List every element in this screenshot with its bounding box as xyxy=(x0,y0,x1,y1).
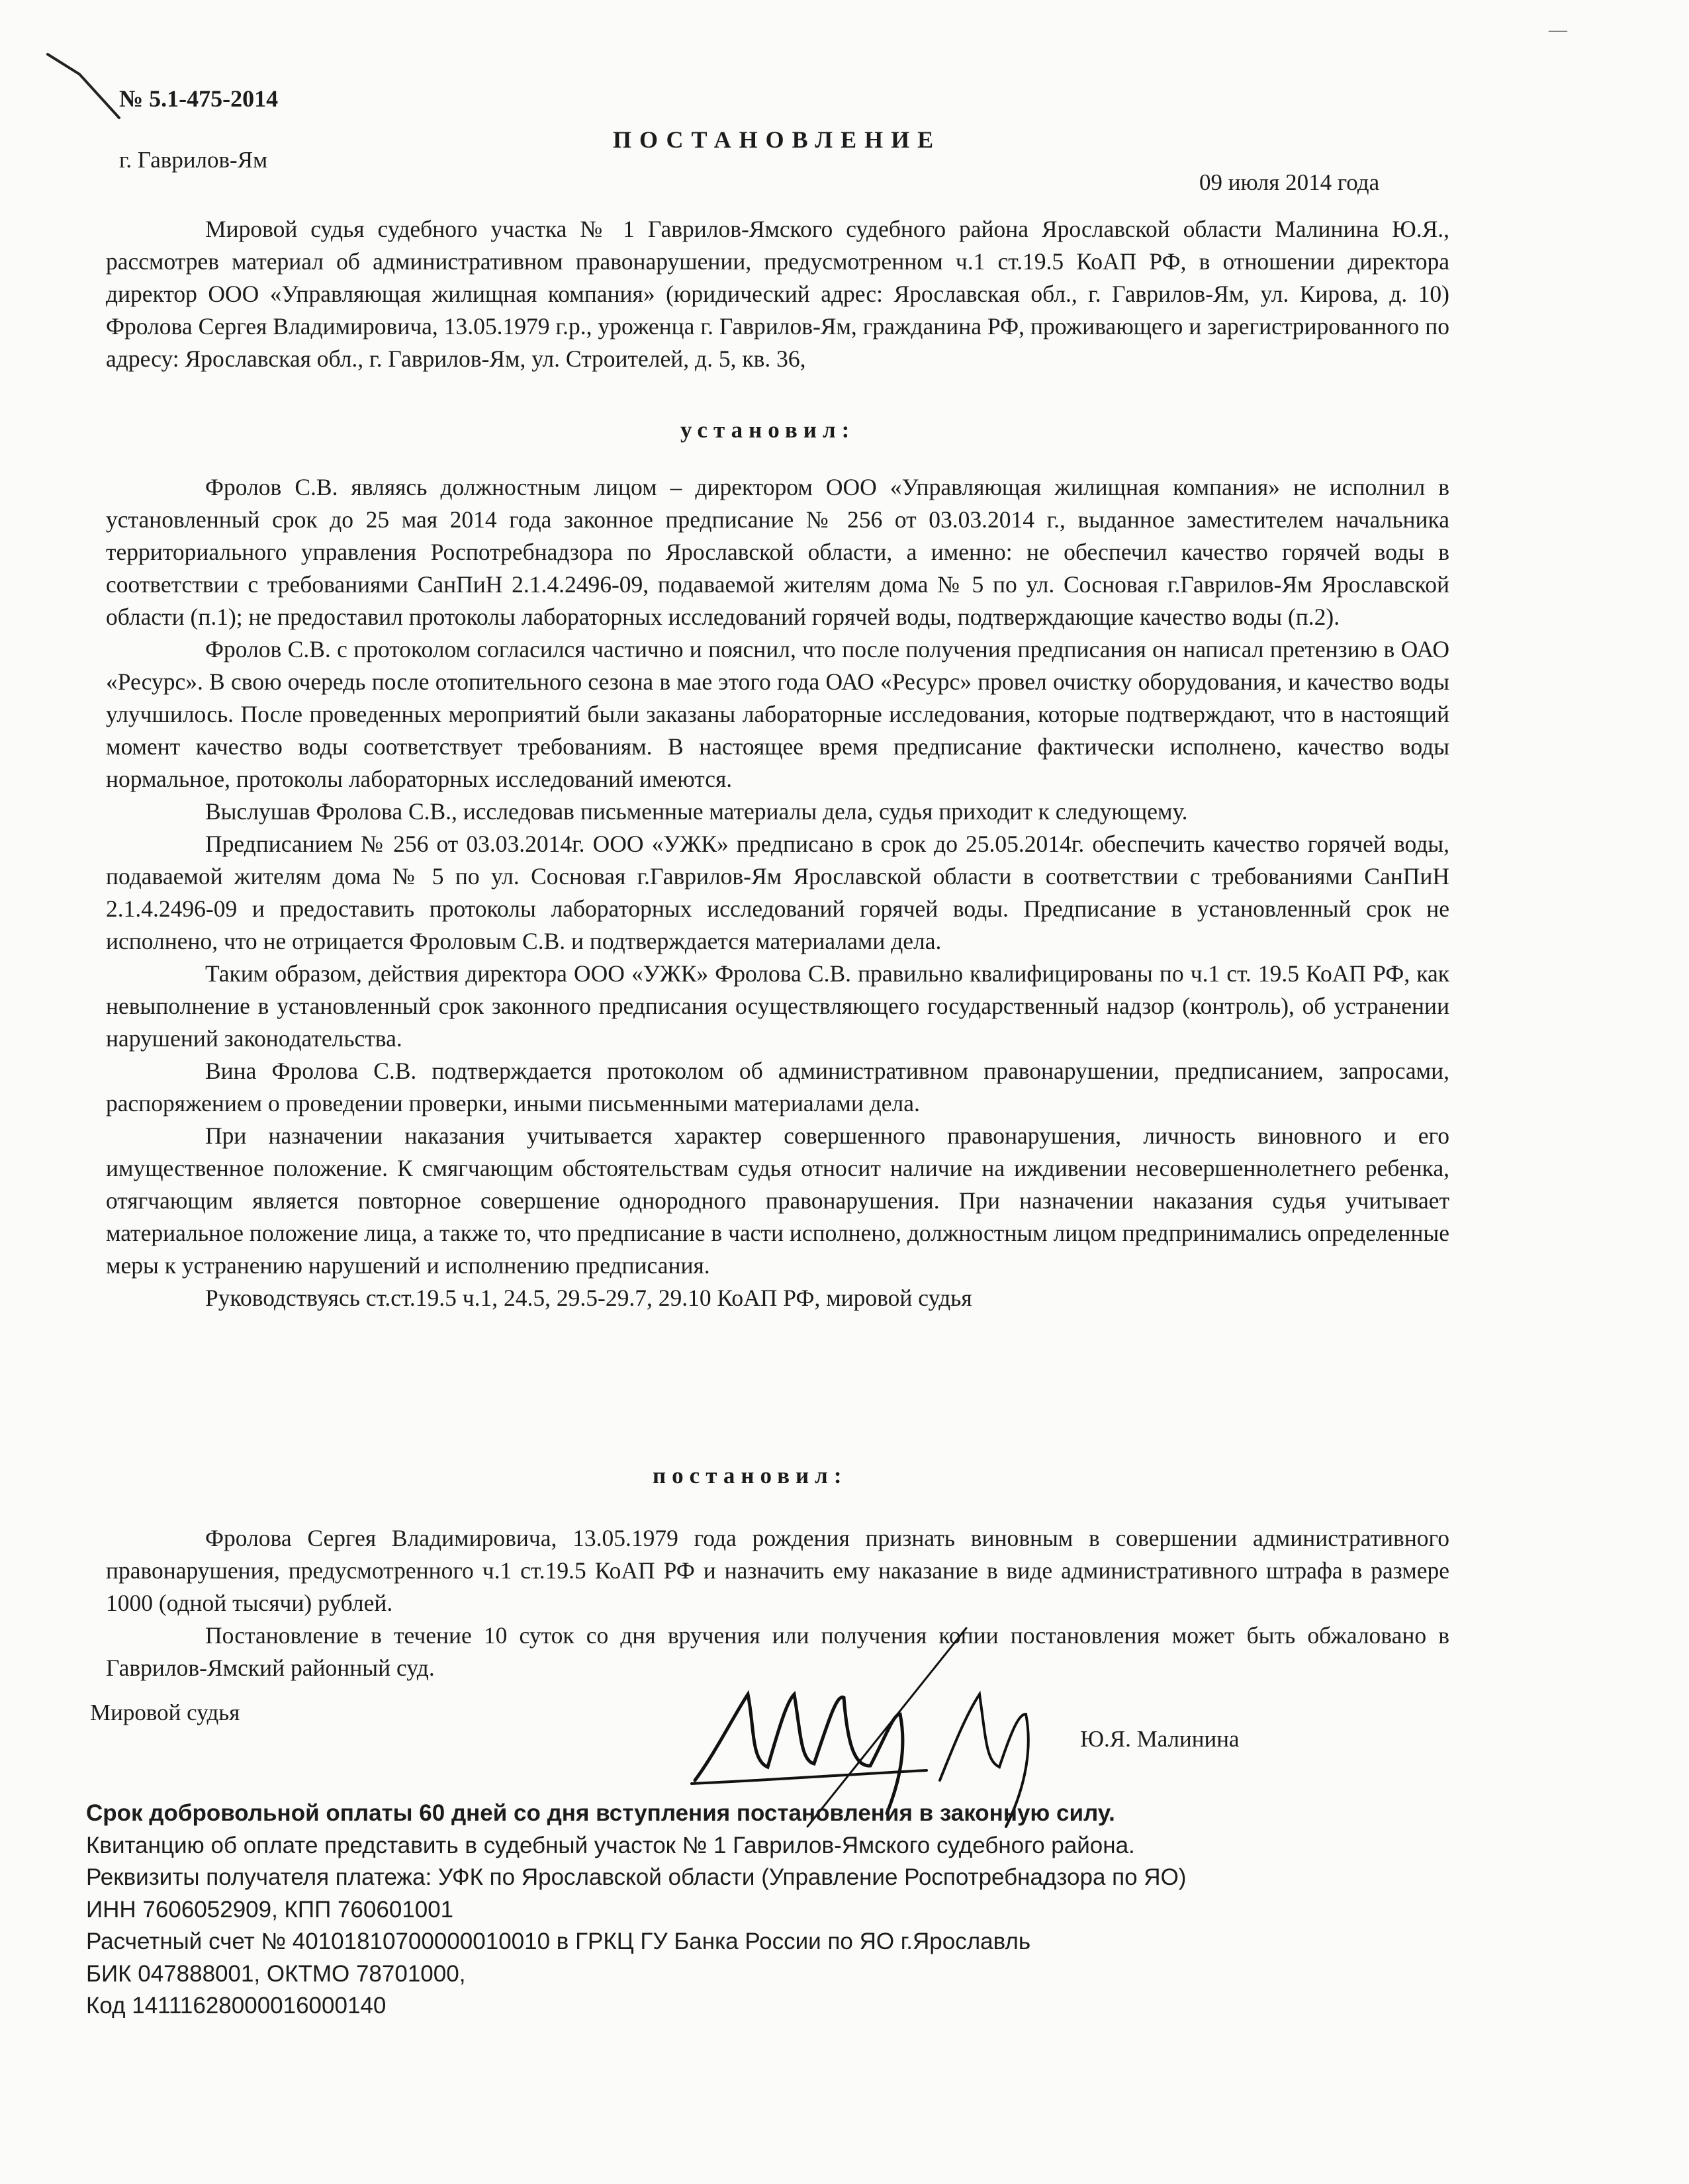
section-heading-resolved: постановил: xyxy=(653,1463,848,1488)
paragraph: Руководствуясь ст.ст.19.5 ч.1, 24.5, 29.5-29.7, 29.10 КоАП РФ, мировой судья xyxy=(205,1285,972,1311)
established-block xyxy=(106,471,1449,1314)
paragraph: Предписанием № 256 от 03.03.2014г. ООО «УЖК» предписано в срок до 25.05.2014г. обеспечить качество горячей воды, подаваемой жителям дома № 5 по ул. Сосновая г.Гаврилов-Ям Ярославской области в соответствии с требованиями СанПиН 2.1.4.2496-09 и предоставить протоколы лабораторных исследований горячей воды. Предписание в установленный срок не исполнено, что не отрицается Фроловым С.В. и подтверждается материалами дела. xyxy=(106,831,1449,954)
payment-line: Расчетный счет № 40101810700000010010 в ГРКЦ ГУ Банка России по ЯО г.Ярославль xyxy=(86,1929,1031,1954)
pen-stroke-mark xyxy=(40,46,132,126)
judge-label: Мировой судья xyxy=(90,1700,240,1725)
paragraph: При назначении наказания учитывается характер совершенного правонарушения, личность виновного и его имущественное положение. К смягчающим обстоятельствам судья относит наличие на иждивении несовершеннолетнего ребенка, отягчающим является повторное совершение однородного правонарушения. При назначении наказания судья учитывает материальное положение лица, а также то, что предписание в части исполнено, должностным лицом предпринимались определенные меры к устранению нарушений и исполнению предписания. xyxy=(106,1122,1449,1279)
payment-line: Реквизиты получателя платежа: УФК по Ярославской области (Управление Роспотребнадзора по ЯО) xyxy=(86,1864,1187,1890)
paragraph: Постановление в течение 10 суток со дня вручения или получения копии постановления может быть обжаловано в Гаврилов-Ямский районный суд. xyxy=(106,1622,1449,1681)
paragraph: Вина Фролова С.В. подтверждается протоколом об административном правонарушении, предписанием, запросами, распоряжением о проведении проверки, иными письменными материалами дела. xyxy=(106,1058,1449,1116)
judge-name: Ю.Я. Малинина xyxy=(1080,1726,1240,1752)
paragraph: Таким образом, действия директора ООО «УЖК» Фролова С.В. правильно квалифицированы по ч.1 ст. 19.5 КоАП РФ, как невыполнение в установленный срок законного предписания осуществляющего государственный надзор (контроль), об устранении нарушений законодательства. xyxy=(106,960,1449,1052)
intro-block xyxy=(106,213,1449,375)
payment-line: БИК 047888001, ОКТМО 78701000, xyxy=(86,1960,466,1987)
payment-line: ИНН 7606052909, КПП 760601001 xyxy=(86,1896,454,1923)
payment-line: Код 14111628000016000140 xyxy=(86,1993,387,2019)
intro-paragraph: Мировой судья судебного участка № 1 Гаврилов-Ямского судебного района Ярославской области Малинина Ю.Я., рассмотрев материал об административном правонарушении, предусмотренном ч.1 ст.19.5 КоАП РФ, в отношении директора директор ООО «Управляющая жилищная компания» (юридический адрес: Ярославская обл., г. Гаврилов-Ям, ул. Кирова, д. 10) Фролова Сергея Владимировича, 13.05.1979 г.р., уроженца г. Гаврилов-Ям, гражданина РФ, проживающего и зарегистрированного по адресу: Ярославская обл., г. Гаврилов-Ям, ул. Строителей, д. 5, кв. 36, xyxy=(106,216,1449,372)
paragraph: Выслушав Фролова С.В., исследовав письменные материалы дела, судья приходит к следующему. xyxy=(205,798,1188,825)
payment-line: Квитанцию об оплате представить в судебный участок № 1 Гаврилов-Ямского судебного района. xyxy=(86,1832,1135,1858)
paragraph: Фролов С.В. являясь должностным лицом – директором ООО «Управляющая жилищная компания» не исполнил в установленный срок до 25 мая 2014 года законное предписание № 256 от 03.03.2014 г., выданное заместителем начальника территориального управления Роспотребнадзора по Ярославской области, а именно: не обеспечил качество горячей воды в соответствии с требованиями СанПиН 2.1.4.2496-09, подаваемой жителям дома № 5 по ул. Сосновая г.Гаврилов-Ям Ярославской области (п.1); не предоставил протоколы лабораторных исследований горячей воды, подтверждающие качество воды (п.2). xyxy=(106,474,1449,630)
case-number: № 5.1-475-2014 xyxy=(119,85,279,112)
section-heading-established: установил: xyxy=(680,417,856,443)
document-date: 09 июля 2014 года xyxy=(1199,169,1380,195)
city: г. Гаврилов-Ям xyxy=(119,147,268,173)
scan-edge-mark: — xyxy=(1549,20,1567,40)
document-title: ПОСТАНОВЛЕНИЕ xyxy=(613,126,942,153)
paragraph: Фролов С.В. с протоколом согласился частично и пояснил, что после получения предписания он написал претензию в ОАО «Ресурс». В свою очередь после отопительного сезона в мае этого года ОАО «Ресурс» провел очистку оборудования, и качество воды улучшилось. После проведенных мероприятий были заказаны лабораторные исследования, которые подтверждают, что в настоящий момент качество воды соответствует требованиям. В настоящее время предписание фактически исполнено, качество воды нормальное, протоколы лабораторных исследований имеются. xyxy=(106,636,1449,792)
payment-details xyxy=(86,1797,1476,2023)
paragraph: Фролова Сергея Владимировича, 13.05.1979 года рождения признать виновным в совершении административного правонарушения, предусмотренного ч.1 ст.19.5 КоАП РФ и назначить ему наказание в виде административного штрафа в размере 1000 (одной тысячи) рублей. xyxy=(106,1525,1449,1616)
payment-deadline: Срок добровольной оплаты 60 дней со дня вступления постановления в законную силу. xyxy=(86,1800,1115,1826)
